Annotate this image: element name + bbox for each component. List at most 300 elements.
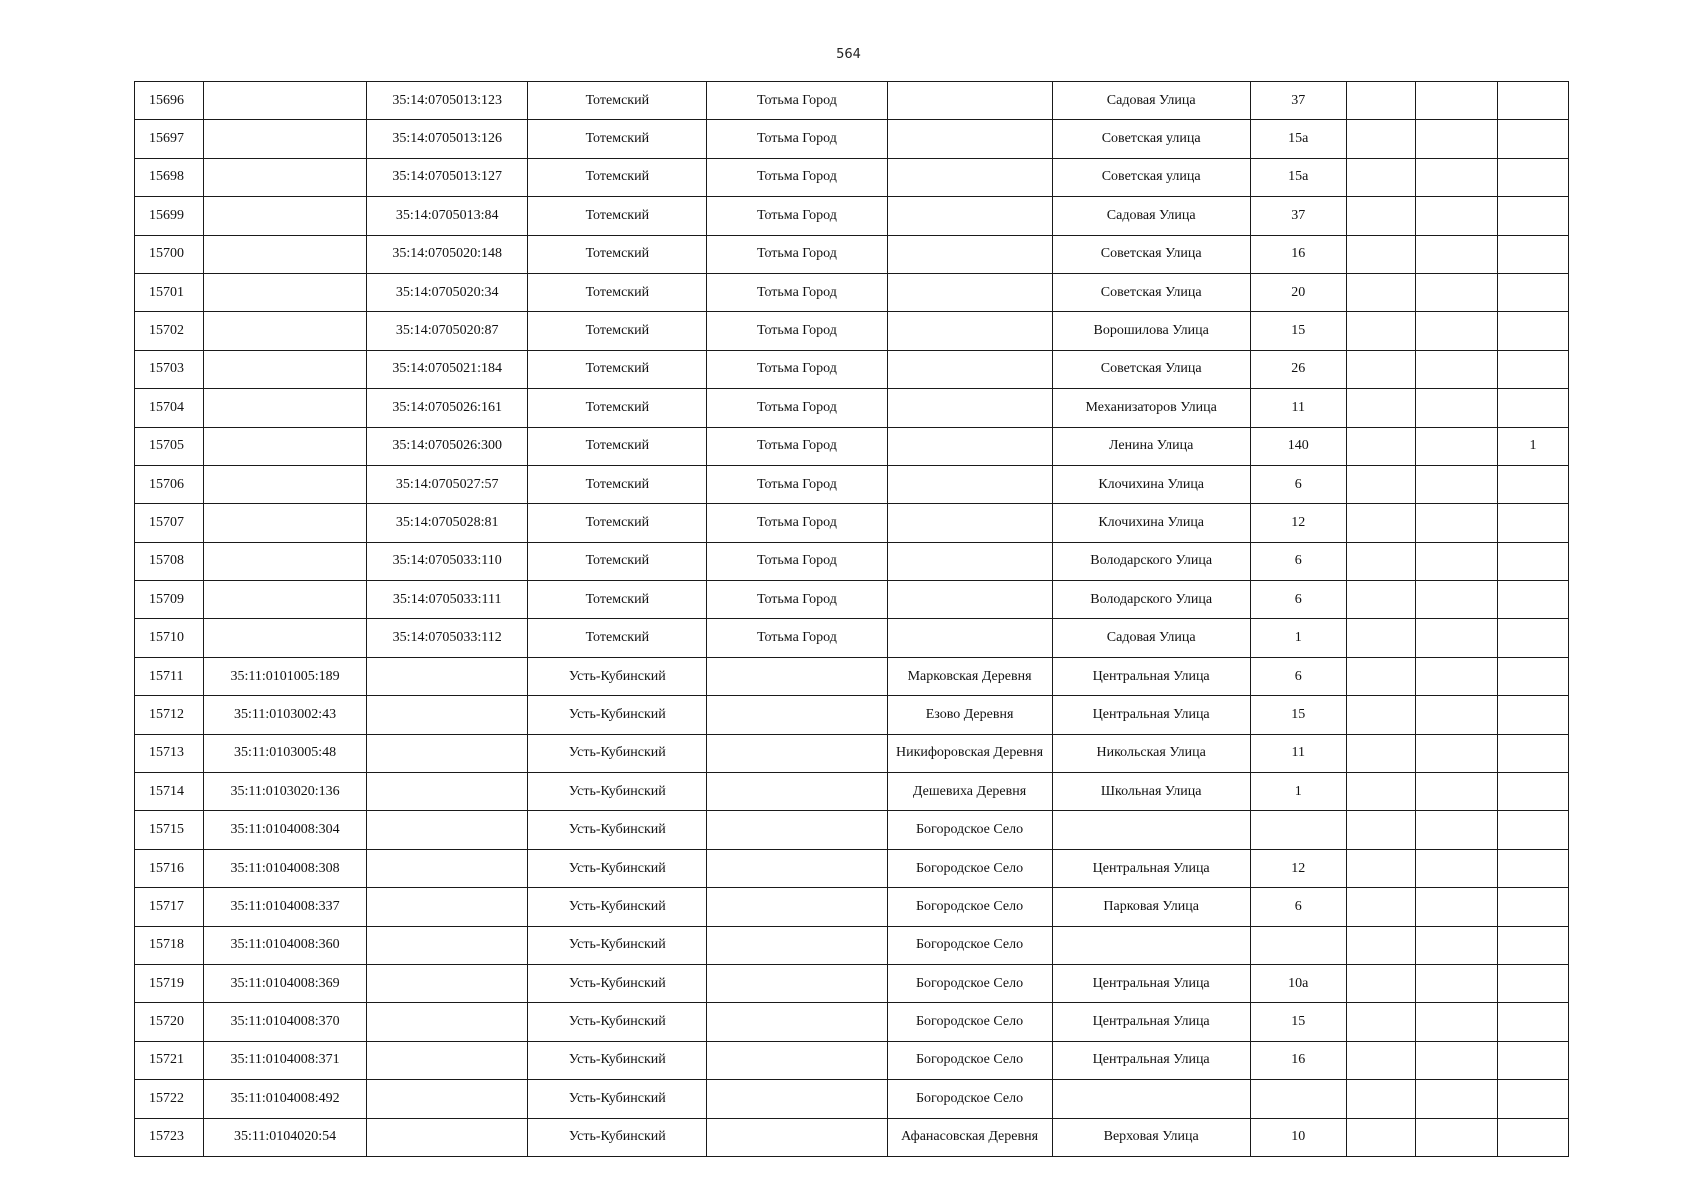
table-row (135, 657, 1569, 695)
table-row (135, 1118, 1569, 1156)
row-number-cell: 15713 (135, 734, 204, 772)
house-number-cell: 11 (1250, 734, 1346, 772)
district-cell: Усть-Кубинский (528, 1041, 707, 1079)
row-number-cell: 15709 (135, 581, 204, 619)
extra-cell-1 (1346, 350, 1415, 388)
house-number-cell: 10а (1250, 964, 1346, 1002)
table-row (135, 465, 1569, 503)
row-number-cell: 15716 (135, 849, 204, 887)
extra-cell-1 (1346, 542, 1415, 580)
house-number-cell: 6 (1250, 542, 1346, 580)
settlement-cell (887, 581, 1052, 619)
city-cell (707, 773, 887, 811)
table-row (135, 427, 1569, 465)
cadastral-number-cell (204, 82, 367, 120)
extra-cell-3 (1497, 235, 1568, 273)
extra-cell-3 (1497, 581, 1568, 619)
street-cell: Ворошилова Улица (1052, 312, 1250, 350)
settlement-cell (887, 350, 1052, 388)
cadastral-number-cell: 35:11:0103005:48 (204, 734, 367, 772)
street-cell: Советская Улица (1052, 235, 1250, 273)
street-cell: Володарского Улица (1052, 581, 1250, 619)
building-cadastral-number-cell: 35:14:0705033:112 (367, 619, 528, 657)
city-cell (707, 811, 887, 849)
extra-cell-3 (1497, 1041, 1568, 1079)
cadastral-number-cell: 35:11:0104008:369 (204, 964, 367, 1002)
table-row (135, 504, 1569, 542)
table-row (135, 235, 1569, 273)
table-row (135, 964, 1569, 1002)
extra-cell-2 (1415, 427, 1497, 465)
district-cell: Тотемский (528, 273, 707, 311)
city-cell: Тотьма Город (707, 312, 887, 350)
table-row (135, 581, 1569, 619)
extra-cell-2 (1415, 1003, 1497, 1041)
extra-cell-1 (1346, 1080, 1415, 1118)
city-cell: Тотьма Город (707, 389, 887, 427)
extra-cell-1 (1346, 427, 1415, 465)
extra-cell-1 (1346, 197, 1415, 235)
extra-cell-3 (1497, 465, 1568, 503)
house-number-cell: 6 (1250, 657, 1346, 695)
district-cell: Тотемский (528, 235, 707, 273)
row-number-cell: 15710 (135, 619, 204, 657)
cadastral-number-cell (204, 542, 367, 580)
extra-cell-3 (1497, 773, 1568, 811)
building-cadastral-number-cell (367, 926, 528, 964)
building-cadastral-number-cell: 35:14:0705027:57 (367, 465, 528, 503)
city-cell (707, 1003, 887, 1041)
street-cell: Советская Улица (1052, 350, 1250, 388)
extra-cell-1 (1346, 312, 1415, 350)
street-cell: Никольская Улица (1052, 734, 1250, 772)
extra-cell-1 (1346, 504, 1415, 542)
street-cell: Центральная Улица (1052, 849, 1250, 887)
settlement-cell (887, 504, 1052, 542)
row-number-cell: 15721 (135, 1041, 204, 1079)
settlement-cell: Богородское Село (887, 1080, 1052, 1118)
city-cell (707, 1080, 887, 1118)
extra-cell-2 (1415, 197, 1497, 235)
table-row (135, 619, 1569, 657)
district-cell: Тотемский (528, 350, 707, 388)
cadastral-number-cell: 35:11:0104008:492 (204, 1080, 367, 1118)
street-cell: Садовая Улица (1052, 619, 1250, 657)
extra-cell-1 (1346, 1118, 1415, 1156)
cadastral-number-cell (204, 504, 367, 542)
extra-cell-3 (1497, 504, 1568, 542)
extra-cell-1 (1346, 581, 1415, 619)
street-cell: Центральная Улица (1052, 1003, 1250, 1041)
extra-cell-3 (1497, 1003, 1568, 1041)
table-row (135, 888, 1569, 926)
row-number-cell: 15702 (135, 312, 204, 350)
extra-cell-2 (1415, 734, 1497, 772)
cadastral-number-cell (204, 158, 367, 196)
city-cell: Тотьма Город (707, 465, 887, 503)
city-cell: Тотьма Город (707, 273, 887, 311)
extra-cell-3 (1497, 389, 1568, 427)
cadastral-number-cell (204, 389, 367, 427)
registry-table (134, 81, 1569, 1157)
building-cadastral-number-cell: 35:14:0705020:87 (367, 312, 528, 350)
district-cell: Усть-Кубинский (528, 888, 707, 926)
extra-cell-2 (1415, 158, 1497, 196)
building-cadastral-number-cell (367, 1080, 528, 1118)
settlement-cell: Езово Деревня (887, 696, 1052, 734)
extra-cell-2 (1415, 581, 1497, 619)
table-row (135, 158, 1569, 196)
cadastral-number-cell (204, 465, 367, 503)
extra-cell-1 (1346, 465, 1415, 503)
table-row (135, 197, 1569, 235)
extra-cell-2 (1415, 1118, 1497, 1156)
house-number-cell: 16 (1250, 235, 1346, 273)
district-cell: Тотемский (528, 619, 707, 657)
building-cadastral-number-cell (367, 964, 528, 1002)
extra-cell-1 (1346, 1041, 1415, 1079)
row-number-cell: 15705 (135, 427, 204, 465)
cadastral-number-cell (204, 197, 367, 235)
cadastral-number-cell (204, 581, 367, 619)
city-cell: Тотьма Город (707, 158, 887, 196)
extra-cell-3 (1497, 657, 1568, 695)
house-number-cell: 6 (1250, 581, 1346, 619)
street-cell: Школьная Улица (1052, 773, 1250, 811)
extra-cell-2 (1415, 657, 1497, 695)
settlement-cell (887, 542, 1052, 580)
cadastral-number-cell (204, 273, 367, 311)
house-number-cell: 20 (1250, 273, 1346, 311)
extra-cell-3 (1497, 849, 1568, 887)
row-number-cell: 15719 (135, 964, 204, 1002)
house-number-cell: 12 (1250, 849, 1346, 887)
building-cadastral-number-cell: 35:14:0705026:300 (367, 427, 528, 465)
district-cell: Тотемский (528, 427, 707, 465)
extra-cell-3 (1497, 696, 1568, 734)
settlement-cell (887, 197, 1052, 235)
house-number-cell: 1 (1250, 619, 1346, 657)
city-cell: Тотьма Город (707, 619, 887, 657)
extra-cell-1 (1346, 849, 1415, 887)
table-row (135, 82, 1569, 120)
cadastral-number-cell: 35:11:0103020:136 (204, 773, 367, 811)
settlement-cell (887, 619, 1052, 657)
table-row (135, 542, 1569, 580)
table-row (135, 389, 1569, 427)
extra-cell-2 (1415, 312, 1497, 350)
extra-cell-1 (1346, 888, 1415, 926)
city-cell (707, 964, 887, 1002)
street-cell (1052, 926, 1250, 964)
cadastral-number-cell: 35:11:0104008:370 (204, 1003, 367, 1041)
house-number-cell: 15а (1250, 120, 1346, 158)
city-cell (707, 888, 887, 926)
table-row (135, 312, 1569, 350)
cadastral-number-cell: 35:11:0104008:360 (204, 926, 367, 964)
house-number-cell: 37 (1250, 82, 1346, 120)
extra-cell-3 (1497, 926, 1568, 964)
extra-cell-2 (1415, 619, 1497, 657)
extra-cell-1 (1346, 964, 1415, 1002)
extra-cell-2 (1415, 1041, 1497, 1079)
building-cadastral-number-cell: 35:14:0705013:127 (367, 158, 528, 196)
extra-cell-3 (1497, 964, 1568, 1002)
extra-cell-2 (1415, 849, 1497, 887)
district-cell: Тотемский (528, 82, 707, 120)
district-cell: Усть-Кубинский (528, 1118, 707, 1156)
district-cell: Тотемский (528, 465, 707, 503)
cadastral-number-cell: 35:11:0104008:304 (204, 811, 367, 849)
settlement-cell: Богородское Село (887, 1003, 1052, 1041)
house-number-cell: 16 (1250, 1041, 1346, 1079)
cadastral-number-cell (204, 619, 367, 657)
cadastral-number-cell: 35:11:0103002:43 (204, 696, 367, 734)
district-cell: Усть-Кубинский (528, 849, 707, 887)
table-row (135, 849, 1569, 887)
row-number-cell: 15703 (135, 350, 204, 388)
street-cell: Центральная Улица (1052, 1041, 1250, 1079)
district-cell: Тотемский (528, 542, 707, 580)
cadastral-number-cell: 35:11:0104008:337 (204, 888, 367, 926)
street-cell: Центральная Улица (1052, 696, 1250, 734)
district-cell: Тотемский (528, 158, 707, 196)
city-cell: Тотьма Город (707, 235, 887, 273)
house-number-cell: 6 (1250, 465, 1346, 503)
extra-cell-2 (1415, 120, 1497, 158)
street-cell: Центральная Улица (1052, 964, 1250, 1002)
house-number-cell: 26 (1250, 350, 1346, 388)
extra-cell-1 (1346, 82, 1415, 120)
city-cell: Тотьма Город (707, 504, 887, 542)
cadastral-number-cell: 35:11:0101005:189 (204, 657, 367, 695)
settlement-cell: Богородское Село (887, 926, 1052, 964)
city-cell: Тотьма Город (707, 197, 887, 235)
district-cell: Тотемский (528, 120, 707, 158)
extra-cell-1 (1346, 811, 1415, 849)
extra-cell-1 (1346, 657, 1415, 695)
district-cell: Усть-Кубинский (528, 734, 707, 772)
building-cadastral-number-cell (367, 849, 528, 887)
row-number-cell: 15711 (135, 657, 204, 695)
city-cell (707, 849, 887, 887)
row-number-cell: 15715 (135, 811, 204, 849)
building-cadastral-number-cell: 35:14:0705021:184 (367, 350, 528, 388)
cadastral-number-cell: 35:11:0104008:371 (204, 1041, 367, 1079)
extra-cell-1 (1346, 696, 1415, 734)
table-body (135, 82, 1569, 1157)
page-number: 564 (836, 47, 861, 62)
district-cell: Тотемский (528, 312, 707, 350)
settlement-cell: Дешевиха Деревня (887, 773, 1052, 811)
house-number-cell: 15 (1250, 696, 1346, 734)
district-cell: Усть-Кубинский (528, 1080, 707, 1118)
building-cadastral-number-cell (367, 657, 528, 695)
extra-cell-1 (1346, 1003, 1415, 1041)
building-cadastral-number-cell (367, 888, 528, 926)
building-cadastral-number-cell: 35:14:0705020:34 (367, 273, 528, 311)
extra-cell-3 (1497, 120, 1568, 158)
building-cadastral-number-cell: 35:14:0705028:81 (367, 504, 528, 542)
table-row (135, 734, 1569, 772)
building-cadastral-number-cell (367, 811, 528, 849)
extra-cell-2 (1415, 926, 1497, 964)
row-number-cell: 15717 (135, 888, 204, 926)
street-cell: Парковая Улица (1052, 888, 1250, 926)
district-cell: Усть-Кубинский (528, 811, 707, 849)
district-cell: Тотемский (528, 389, 707, 427)
extra-cell-2 (1415, 888, 1497, 926)
extra-cell-3 (1497, 888, 1568, 926)
district-cell: Тотемский (528, 197, 707, 235)
settlement-cell: Никифоровская Деревня (887, 734, 1052, 772)
row-number-cell: 15722 (135, 1080, 204, 1118)
settlement-cell (887, 389, 1052, 427)
extra-cell-3: 1 (1497, 427, 1568, 465)
house-number-cell: 15 (1250, 312, 1346, 350)
settlement-cell: Богородское Село (887, 964, 1052, 1002)
building-cadastral-number-cell: 35:14:0705026:161 (367, 389, 528, 427)
city-cell (707, 1118, 887, 1156)
extra-cell-2 (1415, 1080, 1497, 1118)
extra-cell-1 (1346, 734, 1415, 772)
extra-cell-3 (1497, 273, 1568, 311)
settlement-cell (887, 273, 1052, 311)
street-cell: Советская улица (1052, 158, 1250, 196)
street-cell (1052, 1080, 1250, 1118)
building-cadastral-number-cell: 35:14:0705020:148 (367, 235, 528, 273)
city-cell: Тотьма Город (707, 581, 887, 619)
settlement-cell: Афанасовская Деревня (887, 1118, 1052, 1156)
extra-cell-2 (1415, 773, 1497, 811)
extra-cell-3 (1497, 82, 1568, 120)
row-number-cell: 15696 (135, 82, 204, 120)
settlement-cell (887, 465, 1052, 503)
row-number-cell: 15708 (135, 542, 204, 580)
district-cell: Усть-Кубинский (528, 1003, 707, 1041)
cadastral-number-cell (204, 312, 367, 350)
extra-cell-2 (1415, 82, 1497, 120)
building-cadastral-number-cell: 35:14:0705013:123 (367, 82, 528, 120)
house-number-cell: 6 (1250, 888, 1346, 926)
settlement-cell (887, 235, 1052, 273)
building-cadastral-number-cell (367, 1003, 528, 1041)
extra-cell-2 (1415, 542, 1497, 580)
row-number-cell: 15718 (135, 926, 204, 964)
building-cadastral-number-cell (367, 734, 528, 772)
table-row (135, 1003, 1569, 1041)
street-cell (1052, 811, 1250, 849)
street-cell: Садовая Улица (1052, 82, 1250, 120)
house-number-cell (1250, 1080, 1346, 1118)
extra-cell-1 (1346, 273, 1415, 311)
district-cell: Тотемский (528, 581, 707, 619)
street-cell: Садовая Улица (1052, 197, 1250, 235)
street-cell: Советская Улица (1052, 273, 1250, 311)
extra-cell-3 (1497, 734, 1568, 772)
table-row (135, 350, 1569, 388)
city-cell: Тотьма Город (707, 350, 887, 388)
street-cell: Ленина Улица (1052, 427, 1250, 465)
settlement-cell (887, 312, 1052, 350)
house-number-cell: 140 (1250, 427, 1346, 465)
cadastral-number-cell (204, 427, 367, 465)
extra-cell-2 (1415, 811, 1497, 849)
table-row (135, 1080, 1569, 1118)
row-number-cell: 15723 (135, 1118, 204, 1156)
house-number-cell (1250, 811, 1346, 849)
street-cell: Верховая Улица (1052, 1118, 1250, 1156)
table-row (135, 773, 1569, 811)
table-row (135, 120, 1569, 158)
settlement-cell (887, 427, 1052, 465)
city-cell: Тотьма Город (707, 82, 887, 120)
settlement-cell: Богородское Село (887, 811, 1052, 849)
row-number-cell: 15714 (135, 773, 204, 811)
house-number-cell: 1 (1250, 773, 1346, 811)
row-number-cell: 15707 (135, 504, 204, 542)
extra-cell-2 (1415, 273, 1497, 311)
table-row (135, 926, 1569, 964)
house-number-cell: 10 (1250, 1118, 1346, 1156)
extra-cell-3 (1497, 1080, 1568, 1118)
district-cell: Усть-Кубинский (528, 926, 707, 964)
extra-cell-3 (1497, 158, 1568, 196)
extra-cell-3 (1497, 312, 1568, 350)
cadastral-number-cell (204, 235, 367, 273)
row-number-cell: 15706 (135, 465, 204, 503)
row-number-cell: 15698 (135, 158, 204, 196)
building-cadastral-number-cell (367, 1118, 528, 1156)
district-cell: Усть-Кубинский (528, 657, 707, 695)
district-cell: Усть-Кубинский (528, 696, 707, 734)
house-number-cell: 11 (1250, 389, 1346, 427)
extra-cell-2 (1415, 350, 1497, 388)
extra-cell-1 (1346, 773, 1415, 811)
settlement-cell (887, 120, 1052, 158)
street-cell: Механизаторов Улица (1052, 389, 1250, 427)
street-cell: Центральная Улица (1052, 657, 1250, 695)
street-cell: Володарского Улица (1052, 542, 1250, 580)
extra-cell-2 (1415, 235, 1497, 273)
extra-cell-1 (1346, 235, 1415, 273)
row-number-cell: 15699 (135, 197, 204, 235)
district-cell: Усть-Кубинский (528, 964, 707, 1002)
settlement-cell (887, 158, 1052, 196)
row-number-cell: 15720 (135, 1003, 204, 1041)
city-cell (707, 696, 887, 734)
extra-cell-3 (1497, 811, 1568, 849)
extra-cell-1 (1346, 389, 1415, 427)
extra-cell-3 (1497, 1118, 1568, 1156)
extra-cell-2 (1415, 389, 1497, 427)
extra-cell-2 (1415, 696, 1497, 734)
extra-cell-3 (1497, 350, 1568, 388)
settlement-cell (887, 82, 1052, 120)
building-cadastral-number-cell (367, 1041, 528, 1079)
cadastral-number-cell: 35:11:0104020:54 (204, 1118, 367, 1156)
extra-cell-2 (1415, 465, 1497, 503)
extra-cell-2 (1415, 504, 1497, 542)
row-number-cell: 15701 (135, 273, 204, 311)
extra-cell-3 (1497, 619, 1568, 657)
house-number-cell: 37 (1250, 197, 1346, 235)
extra-cell-1 (1346, 158, 1415, 196)
city-cell (707, 657, 887, 695)
extra-cell-3 (1497, 542, 1568, 580)
city-cell (707, 1041, 887, 1079)
house-number-cell: 12 (1250, 504, 1346, 542)
